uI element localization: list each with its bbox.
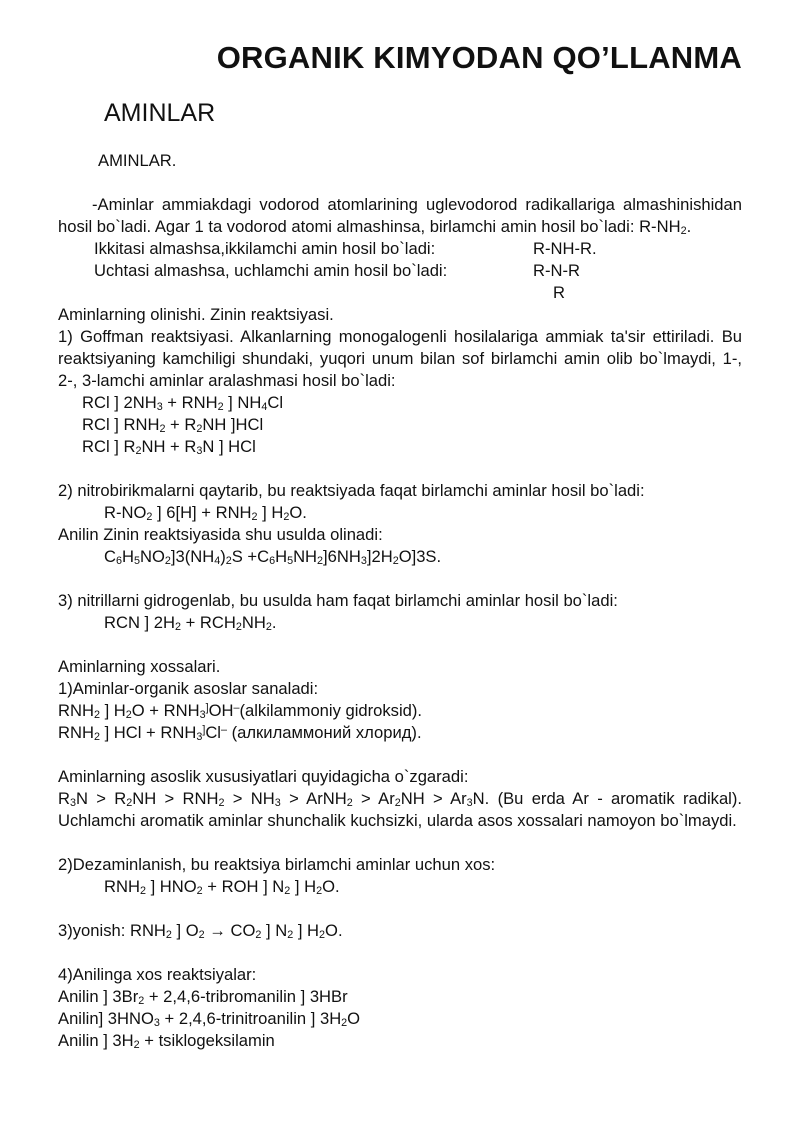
- basicity-paragraph: $R_3N > R_2NH > RNH_2 > NH_3$ > ArNH$_2$ > $Ar_2NH > Ar_3N$. (Bu erda Ar - aromatik radikal). Uchlamchi aromatik aminlar shunchalik kuchsizki, ularda asos xossalari namoyon bo`lmaydi.: [58, 789, 742, 830]
- equation-line: $C_6H_5NO_2]3(NH_4)_2S +C_6H_5NH_2]6NH_3]2H_2O]3S$.: [104, 547, 442, 568]
- anilin-zinin-text: Anilin Zinin reaktsiyasida shu usulda olinadi:: [58, 525, 383, 544]
- document-body: [58, 150, 742, 1052]
- intro-paragraph: -Aminlar ammiakdagi vodorod atomlarining uglevodorod radikallariga almashinishidan hosil bo`ladi. Agar 1 ta vodorod atomi almashinsa, birlamchi amin hosil bo`ladi: $R-NH_2$.: [58, 195, 742, 238]
- equation-line: $R-NO_2$ ] $6[H] + RNH_2$ ] $H_2O$.: [104, 503, 307, 524]
- combustion-line: 3)yonish: $RNH_2$ ] $O_2 \to CO_2$ ] $N_2$ ] $H_2O$.: [58, 921, 343, 942]
- nitrile-paragraph: 3) nitrillarni gidrogenlab, bu usulda ham faqat birlamchi aminlar hosil bo`ladi:: [58, 591, 618, 610]
- nitro-paragraph: 2) nitrobirikmalarni qaytarib, bu reaktsiyada faqat birlamchi aminlar hosil bo`ladi:: [58, 481, 645, 500]
- equation-line: Anilin] $3HNO_3$ + 2,4,6-trinitroanilin ] $3H_2O$: [58, 1009, 361, 1030]
- page-title: ORGANIK KIMYODAN QO’LLANMA: [216, 40, 742, 75]
- equation-line: Anilin ] $3H_2$ + tsiklogeksilamin: [58, 1031, 275, 1052]
- secondary-amine-formula: R-NH-R.: [533, 239, 597, 258]
- equation-line: $RNH_2$ ] HCl + $RNH_3^]Cl^-$ (алкиламмоний хлорид).: [58, 723, 422, 744]
- deamination-text: 2)Dezaminlanish, bu reaktsiya birlamchi aminlar uchun xos:: [58, 855, 496, 874]
- equation-line: $RNH_2$ ] $HNO_2$ + ROH ] $N_2$ ] $H_2O$.: [104, 877, 340, 898]
- properties-heading: Aminlarning xossalari.: [58, 657, 221, 676]
- equation-line: RCN ] $2H_2 + RCH_2NH_2$.: [104, 613, 277, 634]
- basicity-heading: Aminlarning asoslik xususiyatlari quyidagicha o`zgaradi:: [58, 767, 469, 786]
- equation-line: Anilin ] $3Br_2$ + 2,4,6-tribromanilin ] 3HBr: [58, 987, 348, 1008]
- goffman-paragraph: 1) Goffman reaktsiyasi. Alkanlarning monogalogenli hosilalariga ammiak ta'sir ettiriladi. Bu reaktsiyaning kamchiligi shundaki, yuqori unum bilan sof birlamchi amin olib bo`lmaydi, 1-, 2-, 3-lamchi aminlar aralashmasi hosil bo`ladi:: [58, 327, 742, 390]
- anilin-heading: 4)Anilinga xos reaktsiyalar:: [58, 965, 257, 984]
- secondary-amine-line: Ikkitasi almashsa,ikkilamchi amin hosil bo`ladi: R-NH-R.: [94, 239, 597, 258]
- section-heading: AMINLAR.: [98, 151, 177, 170]
- tertiary-amine-formula: R-N-R: [533, 261, 581, 280]
- equation-line: $RNH_2$ ] $H_2O$ + $RNH_3^]OH^-(alkilammoniy$ gidroksid).: [58, 701, 423, 722]
- obtaining-heading: Aminlarning olinishi. Zinin reaktsiyasi.: [58, 305, 334, 324]
- equation-line: RCl ] $R_2NH + R_3N$ ] HCl: [82, 437, 256, 458]
- section-title: AMINLAR: [104, 99, 216, 127]
- tertiary-amine-branch: R: [553, 283, 565, 302]
- bases-text: 1)Aminlar-organik asoslar sanaladi:: [58, 679, 319, 698]
- tertiary-amine-line: Uchtasi almashsa, uchlamchi amin hosil bo`ladi: R-N-R: [94, 261, 581, 280]
- equation-line: RCl ] $2NH_3 + RNH_2$ ] $NH_4Cl$: [82, 393, 284, 414]
- equation-line: RCl ] $RNH_2 + R_2NH$ ]HCl: [82, 415, 264, 436]
